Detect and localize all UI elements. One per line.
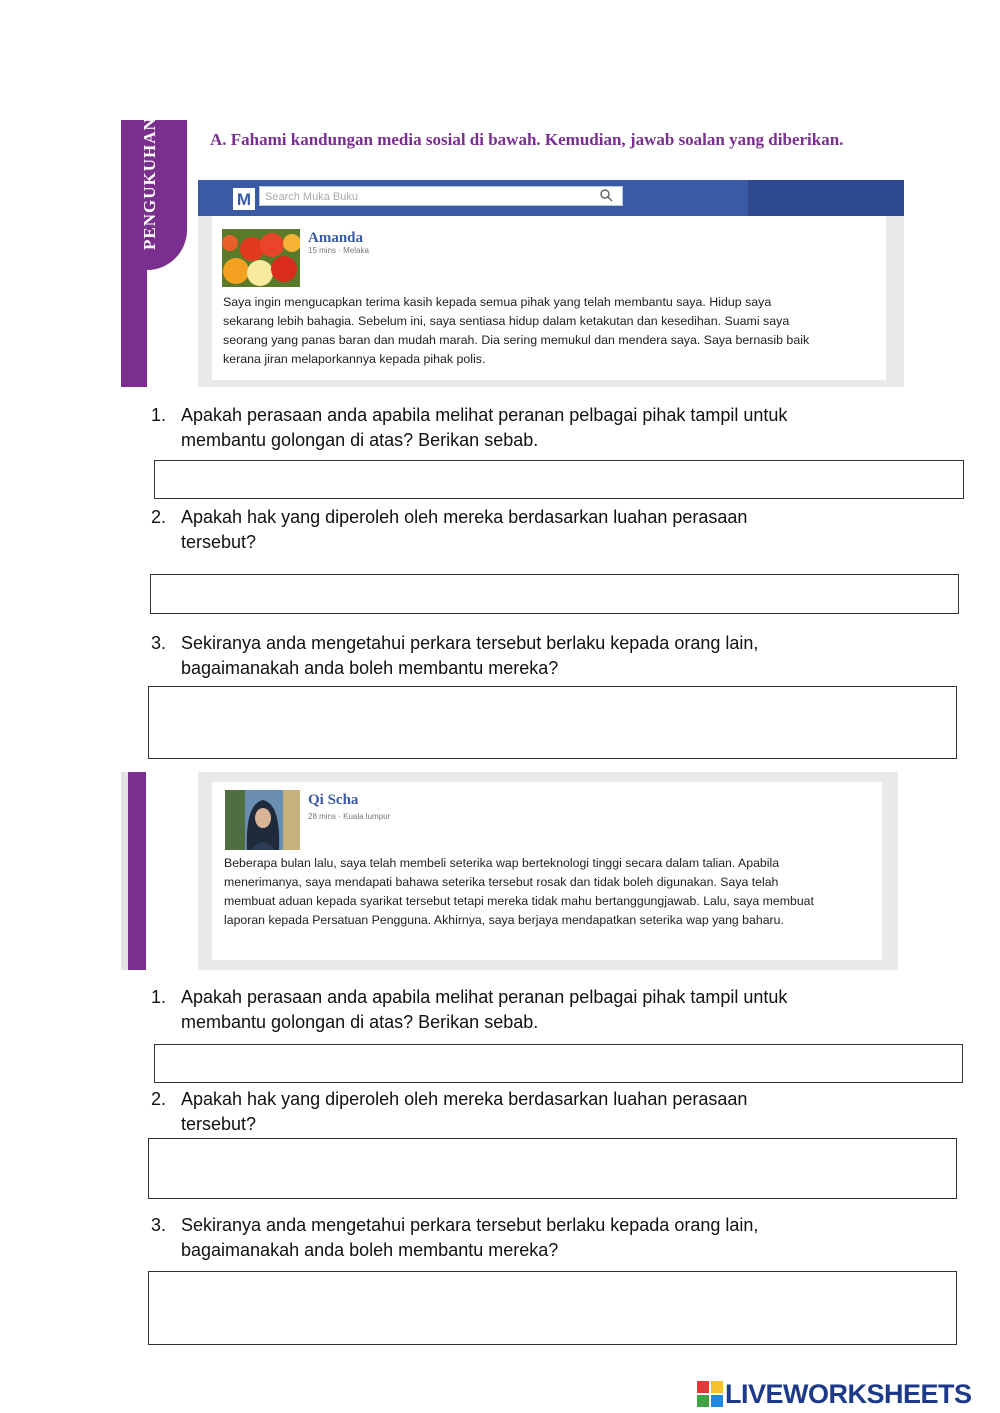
woman-avatar-icon bbox=[225, 790, 300, 850]
post-line: Saya ingin mengucapkan terima kasih kepada semua pihak yang telah membantu saya. Hidup saya bbox=[223, 295, 772, 309]
social-logo: M bbox=[233, 188, 255, 210]
question-line: membantu golongan di atas? Berikan sebab. bbox=[181, 1012, 539, 1032]
answer-input[interactable] bbox=[148, 1271, 957, 1345]
question-line: tersebut? bbox=[181, 1114, 257, 1134]
social-top-bar-right bbox=[748, 180, 904, 216]
question-number: 2. bbox=[151, 507, 167, 527]
liveworksheets-logo bbox=[697, 1378, 972, 1410]
post-line: Beberapa bulan lalu, saya telah membeli seterika wap berteknologi tinggi secara dalam talian. Apabila bbox=[224, 856, 780, 870]
question-number: 3. bbox=[151, 633, 167, 653]
question-1 bbox=[151, 403, 951, 453]
question-line: bagaimanakah anda boleh membantu mereka? bbox=[181, 658, 559, 678]
search-input: Search Muka Buku bbox=[259, 186, 623, 206]
question-line: bagaimanakah anda boleh membantu mereka? bbox=[181, 1240, 559, 1260]
answer-input[interactable] bbox=[148, 686, 957, 759]
answer-input[interactable] bbox=[150, 574, 959, 614]
answer-input[interactable] bbox=[154, 1044, 963, 1083]
question-line: Sekiranya anda mengetahui perkara tersebut berlaku kepada orang lain, bbox=[181, 1215, 759, 1235]
answer-input[interactable] bbox=[154, 460, 964, 499]
answer-input[interactable] bbox=[148, 1138, 957, 1199]
roses-avatar-icon bbox=[222, 229, 300, 287]
liveworksheets-icon bbox=[697, 1381, 723, 1407]
question-3 bbox=[151, 631, 951, 681]
question-line: Apakah hak yang diperoleh oleh mereka berdasarkan luahan perasaan bbox=[181, 1089, 748, 1109]
question-line: Apakah perasaan anda apabila melihat peranan pelbagai pihak tampil untuk bbox=[181, 405, 788, 425]
post-line: laporan kepada Persatuan Pengguna. Akhirnya, saya berjaya mendapatkan seterika wap yang baharu. bbox=[224, 913, 784, 927]
question-1 bbox=[151, 985, 951, 1035]
question-line: tersebut? bbox=[181, 532, 257, 552]
post-meta: 28 mins · Kuala lumpur bbox=[308, 812, 391, 821]
question-line: Apakah hak yang diperoleh oleh mereka berdasarkan luahan perasaan bbox=[181, 507, 748, 527]
question-2 bbox=[151, 1087, 951, 1137]
post-body bbox=[223, 293, 879, 369]
ribbon-label: PENGUKUHAN bbox=[140, 117, 159, 250]
post-body bbox=[224, 854, 874, 930]
question-number: 1. bbox=[151, 987, 167, 1007]
post-line: sekarang lebih bahagia. Sebelum ini, saya sentiasa hidup dalam ketakutan dan kesedihan. Suami saya bbox=[223, 314, 790, 328]
post-author-name: Amanda bbox=[308, 230, 364, 246]
post-author-name: Qi Scha bbox=[308, 792, 359, 808]
post-line: seorang yang panas baran dan mudah marah. Dia sering memukul dan mendera saya. Saya bernasib baik bbox=[223, 333, 810, 347]
instruction-text: A. Fahami kandungan media sosial di bawah. Kemudian, jawab soalan yang diberikan. bbox=[210, 130, 844, 149]
question-number: 3. bbox=[151, 1215, 167, 1235]
question-line: membantu golongan di atas? Berikan sebab. bbox=[181, 430, 539, 450]
question-line: Apakah perasaan anda apabila melihat peranan pelbagai pihak tampil untuk bbox=[181, 987, 788, 1007]
post-meta: 15 mins · Melaka bbox=[308, 246, 369, 255]
search-icon bbox=[599, 188, 613, 202]
post-line: kerana jiran melaporkannya kepada pihak polis. bbox=[223, 352, 486, 366]
question-number: 2. bbox=[151, 1089, 167, 1109]
question-number: 1. bbox=[151, 405, 167, 425]
section-ribbon bbox=[128, 772, 146, 970]
post-line: menerimanya, saya mendapati bahawa seterika tersebut rosak dan tidak boleh digunakan. Saya telah bbox=[224, 875, 779, 889]
question-3 bbox=[151, 1213, 951, 1263]
question-2 bbox=[151, 505, 951, 555]
post-line: membuat aduan kepada syarikat tersebut tetapi mereka tidak mahu bertanggungjawab. Lalu, saya membuat bbox=[224, 894, 814, 908]
question-line: Sekiranya anda mengetahui perkara tersebut berlaku kepada orang lain, bbox=[181, 633, 759, 653]
liveworksheets-wordmark: LIVEWORKSHEETS bbox=[725, 1378, 972, 1409]
ribbon-shadow bbox=[121, 772, 128, 970]
